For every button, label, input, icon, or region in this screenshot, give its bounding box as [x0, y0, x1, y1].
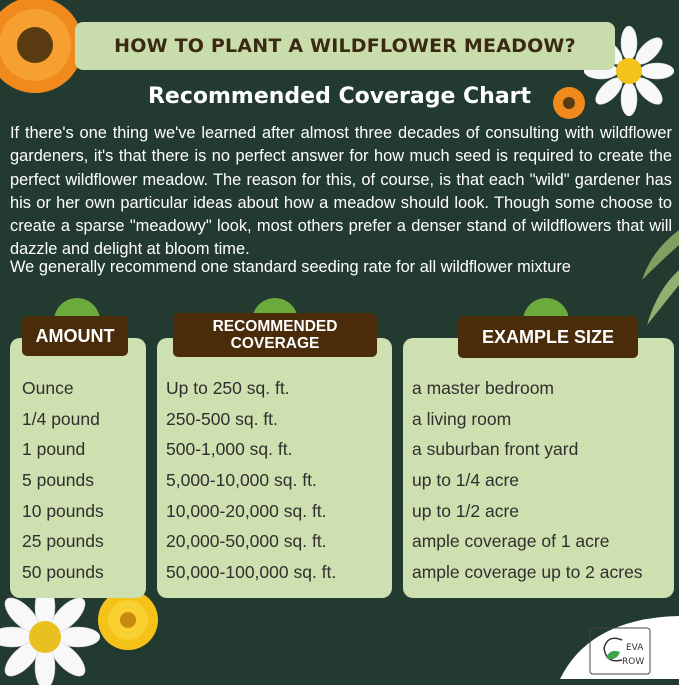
- example-row: up to 1/2 acre: [412, 500, 520, 521]
- amount-row: 10 pounds: [22, 500, 104, 521]
- coverage-row: 500-1,000 sq. ft.: [166, 439, 293, 460]
- coverage-header-line1: RECOMMENDED: [212, 318, 338, 335]
- amount-row: Ounce: [22, 378, 74, 398]
- example-header: EXAMPLE SIZE: [458, 316, 638, 358]
- example-row: ample coverage up to 2 acres: [412, 562, 643, 583]
- recommendation-text: We generally recommend one standard seeding rate for all wildflower mixture: [10, 258, 571, 276]
- svg-text:ROW: ROW: [622, 657, 645, 667]
- coverage-row: 5,000-10,000 sq. ft.: [166, 470, 317, 491]
- amount-list: [22, 376, 104, 591]
- example-row: up to 1/4 acre: [412, 470, 520, 491]
- example-row: a suburban front yard: [412, 439, 579, 460]
- coverage-header: [173, 313, 377, 357]
- daisy-bottom-icon: [0, 585, 100, 685]
- example-row: a living room: [412, 408, 512, 429]
- amount-row: 50 pounds: [22, 562, 104, 583]
- eva-grow-logo: [560, 608, 679, 679]
- amount-row: 5 pounds: [22, 470, 95, 491]
- svg-text:EVA: EVA: [626, 643, 644, 653]
- coverage-list: [166, 376, 336, 591]
- example-row: a master bedroom: [412, 378, 555, 398]
- amount-header: AMOUNT: [22, 316, 128, 356]
- coverage-row: Up to 250 sq. ft.: [166, 378, 290, 398]
- coverage-row: 20,000-50,000 sq. ft.: [166, 531, 327, 552]
- intro-paragraph: If there's one thing we've learned after almost three decades of consulting with wildflower gardeners, it's that there is no perfect answer for how much seed is required to create the perfect wildflower meadow. The reason for this, of course, is that each "wild" gardener has his or her own particular ideas about how a meadow should look. Though some choose to create a sparse "meadowy" look, most others prefer a denser stand of wildflowers that will dazzle and delight at bloom time.: [10, 124, 672, 259]
- example-list: [412, 376, 643, 591]
- coverage-row: 10,000-20,000 sq. ft.: [166, 500, 327, 521]
- page-title: HOW TO PLANT A WILDFLOWER MEADOW?: [75, 22, 615, 70]
- amount-row: 1/4 pound: [22, 408, 100, 429]
- coverage-row: 250-500 sq. ft.: [166, 408, 278, 429]
- example-row: ample coverage of 1 acre: [412, 531, 610, 552]
- coverage-header-line2: COVERAGE: [230, 335, 320, 352]
- amount-row: 25 pounds: [22, 531, 104, 552]
- coverage-row: 50,000-100,000 sq. ft.: [166, 562, 337, 583]
- amount-row: 1 pound: [22, 439, 86, 460]
- chart-subtitle: Recommended Coverage Chart: [147, 84, 532, 109]
